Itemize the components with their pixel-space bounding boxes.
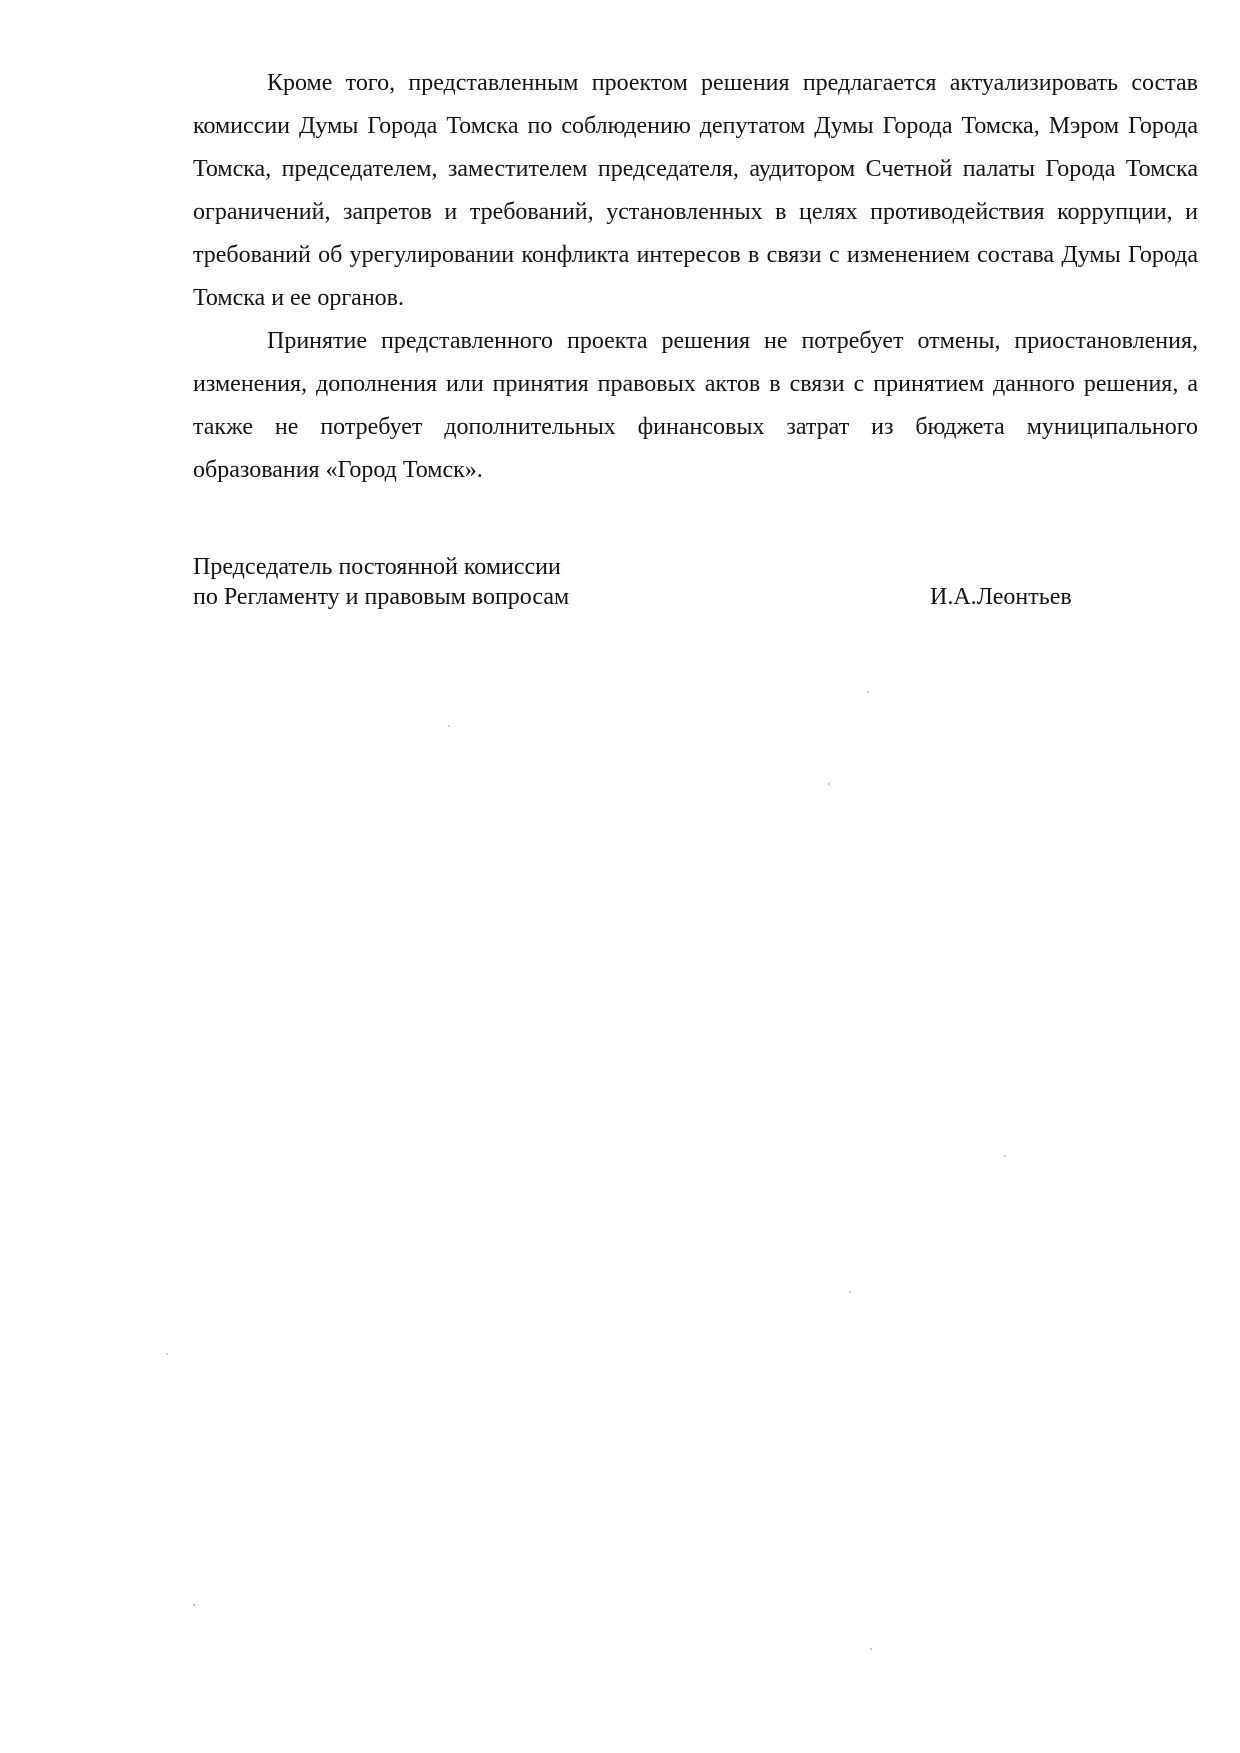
paragraph-financial-impact: Принятие представленного проекта решения не потребует отмены, приостановления, изменения, дополнения или принятия правовых актов в связи с принятием данного решения, а также не потребует дополнительных финансовых затрат из бюджета муниципального образования «Город Томск».	[193, 328, 1198, 483]
signatory-position-line-1: Председатель постоянной комиссии	[193, 554, 561, 580]
document-body	[193, 62, 1198, 492]
paragraph-composition-update: Кроме того, представленным проектом решения предлагается актуализировать состав комиссии Думы Города Томска по соблюдению депутатом Думы Города Томска, Мэром Города Томска, председателем, заместителем председателя, аудитором Счетной палаты Города Томска ограничений, запретов и требований, установленных в целях противодействия коррупции, и требований об урегулировании конфликта интересов в связи с изменением состава Думы Города Томска и ее органов.	[193, 70, 1198, 311]
scan-speck	[828, 783, 830, 785]
scan-speck	[166, 1353, 168, 1355]
scan-speck	[867, 691, 869, 693]
scan-speck	[193, 1604, 195, 1606]
scan-speck	[849, 1291, 851, 1293]
signatory-position-line-2: по Регламенту и правовым вопросам	[193, 584, 570, 610]
signatory-name: И.А.Леонтьев	[930, 584, 1072, 610]
scan-speck	[1004, 1155, 1006, 1157]
scan-speck	[870, 1648, 872, 1650]
signature-block	[193, 552, 1093, 612]
scan-speck	[448, 725, 450, 727]
